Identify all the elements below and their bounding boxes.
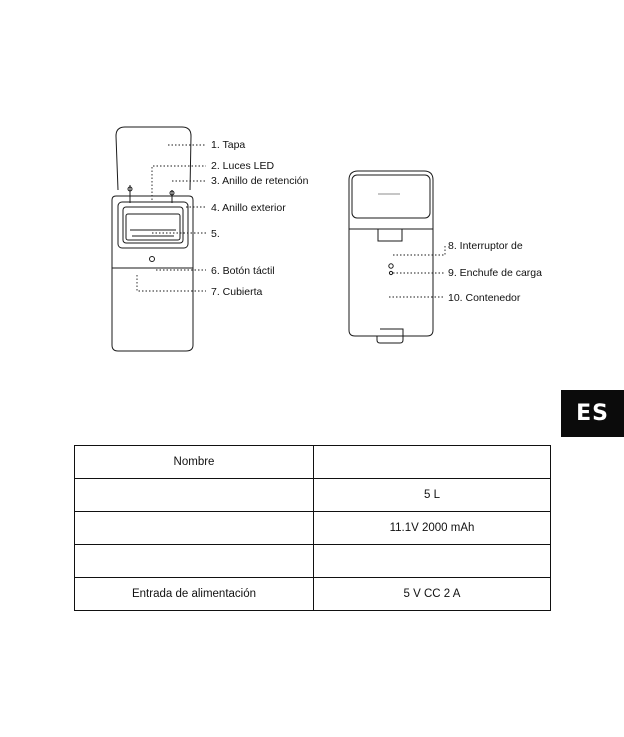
label-cubierta: 7. Cubierta <box>211 286 263 298</box>
language-tab-es: ES <box>561 390 624 437</box>
label-contenedor: 10. Contenedor <box>448 292 521 304</box>
open-can-drawing <box>112 127 193 351</box>
table-row <box>75 512 551 545</box>
spec-value: 5 V CC 2 A <box>314 578 551 611</box>
spec-value: 5 L <box>314 479 551 512</box>
spec-value: 11.1V 2000 mAh <box>314 512 551 545</box>
specs-table <box>74 445 551 611</box>
spec-label: Nombre <box>75 446 314 479</box>
table-row <box>75 446 551 479</box>
table-row <box>75 545 551 578</box>
table-row <box>75 578 551 611</box>
label-boton-tactil: 6. Botón táctil <box>211 265 275 277</box>
table-row <box>75 479 551 512</box>
label-enchufe-carga: 9. Enchufe de carga <box>448 267 542 279</box>
spec-label: Entrada de alimentación <box>75 578 314 611</box>
spec-value <box>314 545 551 578</box>
label-5: 5. <box>211 228 220 240</box>
closed-can-drawing <box>349 171 433 343</box>
label-anillo-retencion: 3. Anillo de retención <box>211 175 309 187</box>
label-luces-led: 2. Luces LED <box>211 160 275 172</box>
spec-value <box>314 446 551 479</box>
spec-label <box>75 512 314 545</box>
spec-label <box>75 479 314 512</box>
label-tapa: 1. Tapa <box>211 139 246 151</box>
spec-label <box>75 545 314 578</box>
label-anillo-exterior: 4. Anillo exterior <box>211 202 286 214</box>
touch-button-drawing <box>150 257 155 262</box>
can-body <box>112 196 193 351</box>
label-interruptor: 8. Interruptor de <box>448 240 523 252</box>
